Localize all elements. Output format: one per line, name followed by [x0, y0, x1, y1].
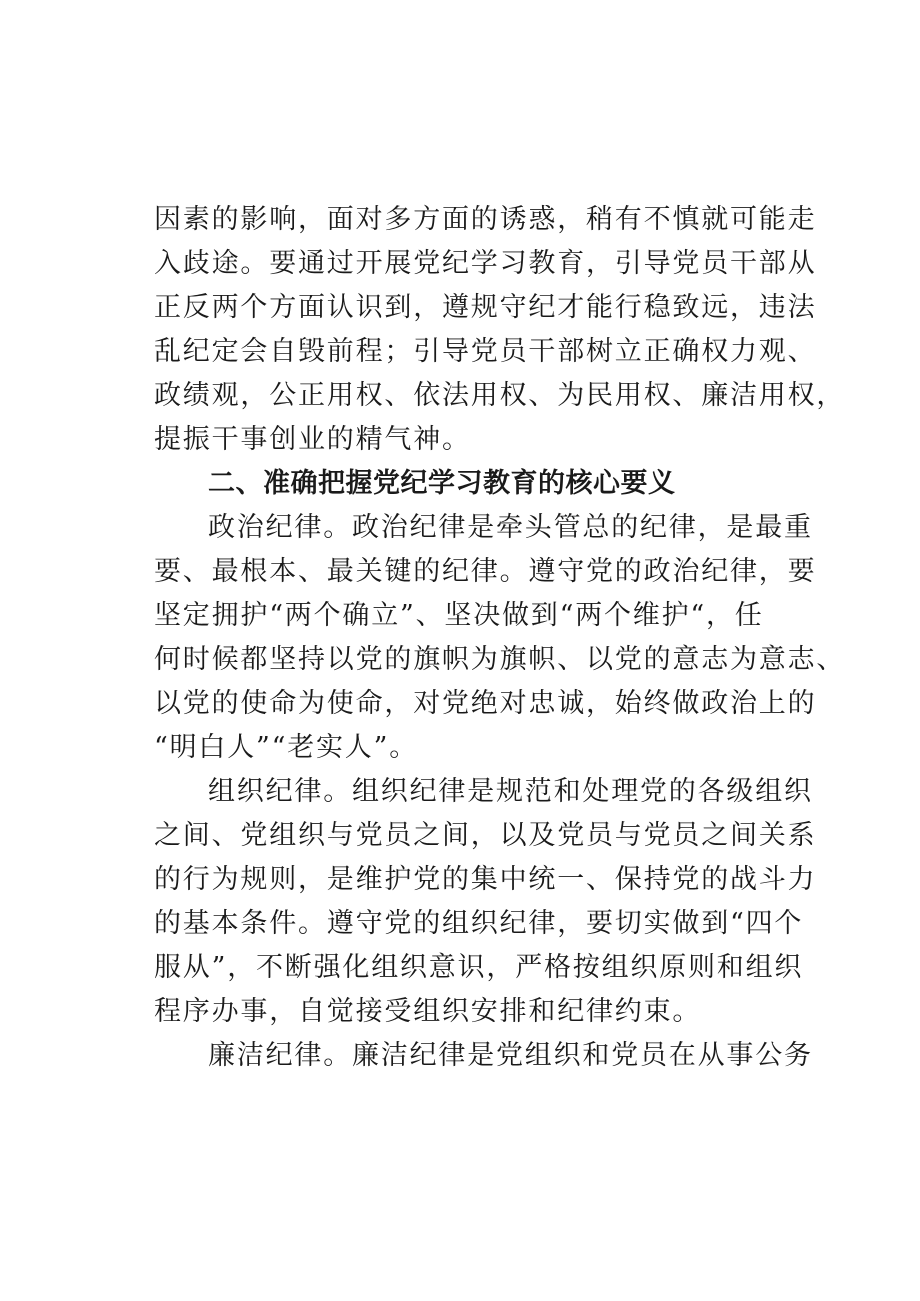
text-line: 正反两个方面认识到，遵规守纪才能行稳致远，违法	[154, 292, 817, 323]
text-line: 坚定拥护“两个确立”、坚决做到“两个维护“，任	[154, 600, 764, 631]
text-line: 程序办事，自觉接受组织安排和纪律约束。	[154, 996, 702, 1027]
text-line: 政治纪律。政治纪律是牵头管总的纪律，是最重	[208, 512, 813, 543]
section-heading: 二、准确把握党纪学习教育的核心要义	[208, 468, 676, 499]
text-line: 组织纪律。组织纪律是规范和处理党的各级组织	[208, 776, 813, 807]
text-line: 服从”，不断强化组织意识，严格按组织原则和组织	[154, 952, 804, 983]
text-line: 因素的影响，面对多方面的诱惑，稍有不慎就可能走	[154, 204, 817, 235]
text-line: 的行为规则，是维护党的集中统一、保持党的战斗力	[154, 864, 817, 895]
text-line: 提振干事创业的精气神。	[154, 424, 471, 455]
text-line: 何时候都坚持以党的旗帜为旗帜、以党的意志为意志、	[154, 644, 846, 675]
text-line: 政绩观，公正用权、依法用权、为民用权、廉洁用权，	[154, 380, 846, 411]
text-line: 的基本条件。遵守党的组织纪律，要切实做到“四个	[154, 908, 804, 939]
text-line: “明白人”“老实人”。	[154, 732, 419, 763]
text-line: 入歧途。要通过开展党纪学习教育，引导党员干部从	[154, 248, 817, 279]
text-line: 要、最根本、最关键的纪律。遵守党的政治纪律，要	[154, 556, 817, 587]
text-line: 以党的使命为使命，对党绝对忠诚，始终做政治上的	[154, 688, 817, 719]
text-line: 廉洁纪律。廉洁纪律是党组织和党员在从事公务	[208, 1040, 813, 1071]
text-line: 乱纪定会自毁前程；引导党员干部树立正确权力观、	[154, 336, 817, 367]
text-line: 之间、党组织与党员之间，以及党员与党员之间关系	[154, 820, 817, 851]
